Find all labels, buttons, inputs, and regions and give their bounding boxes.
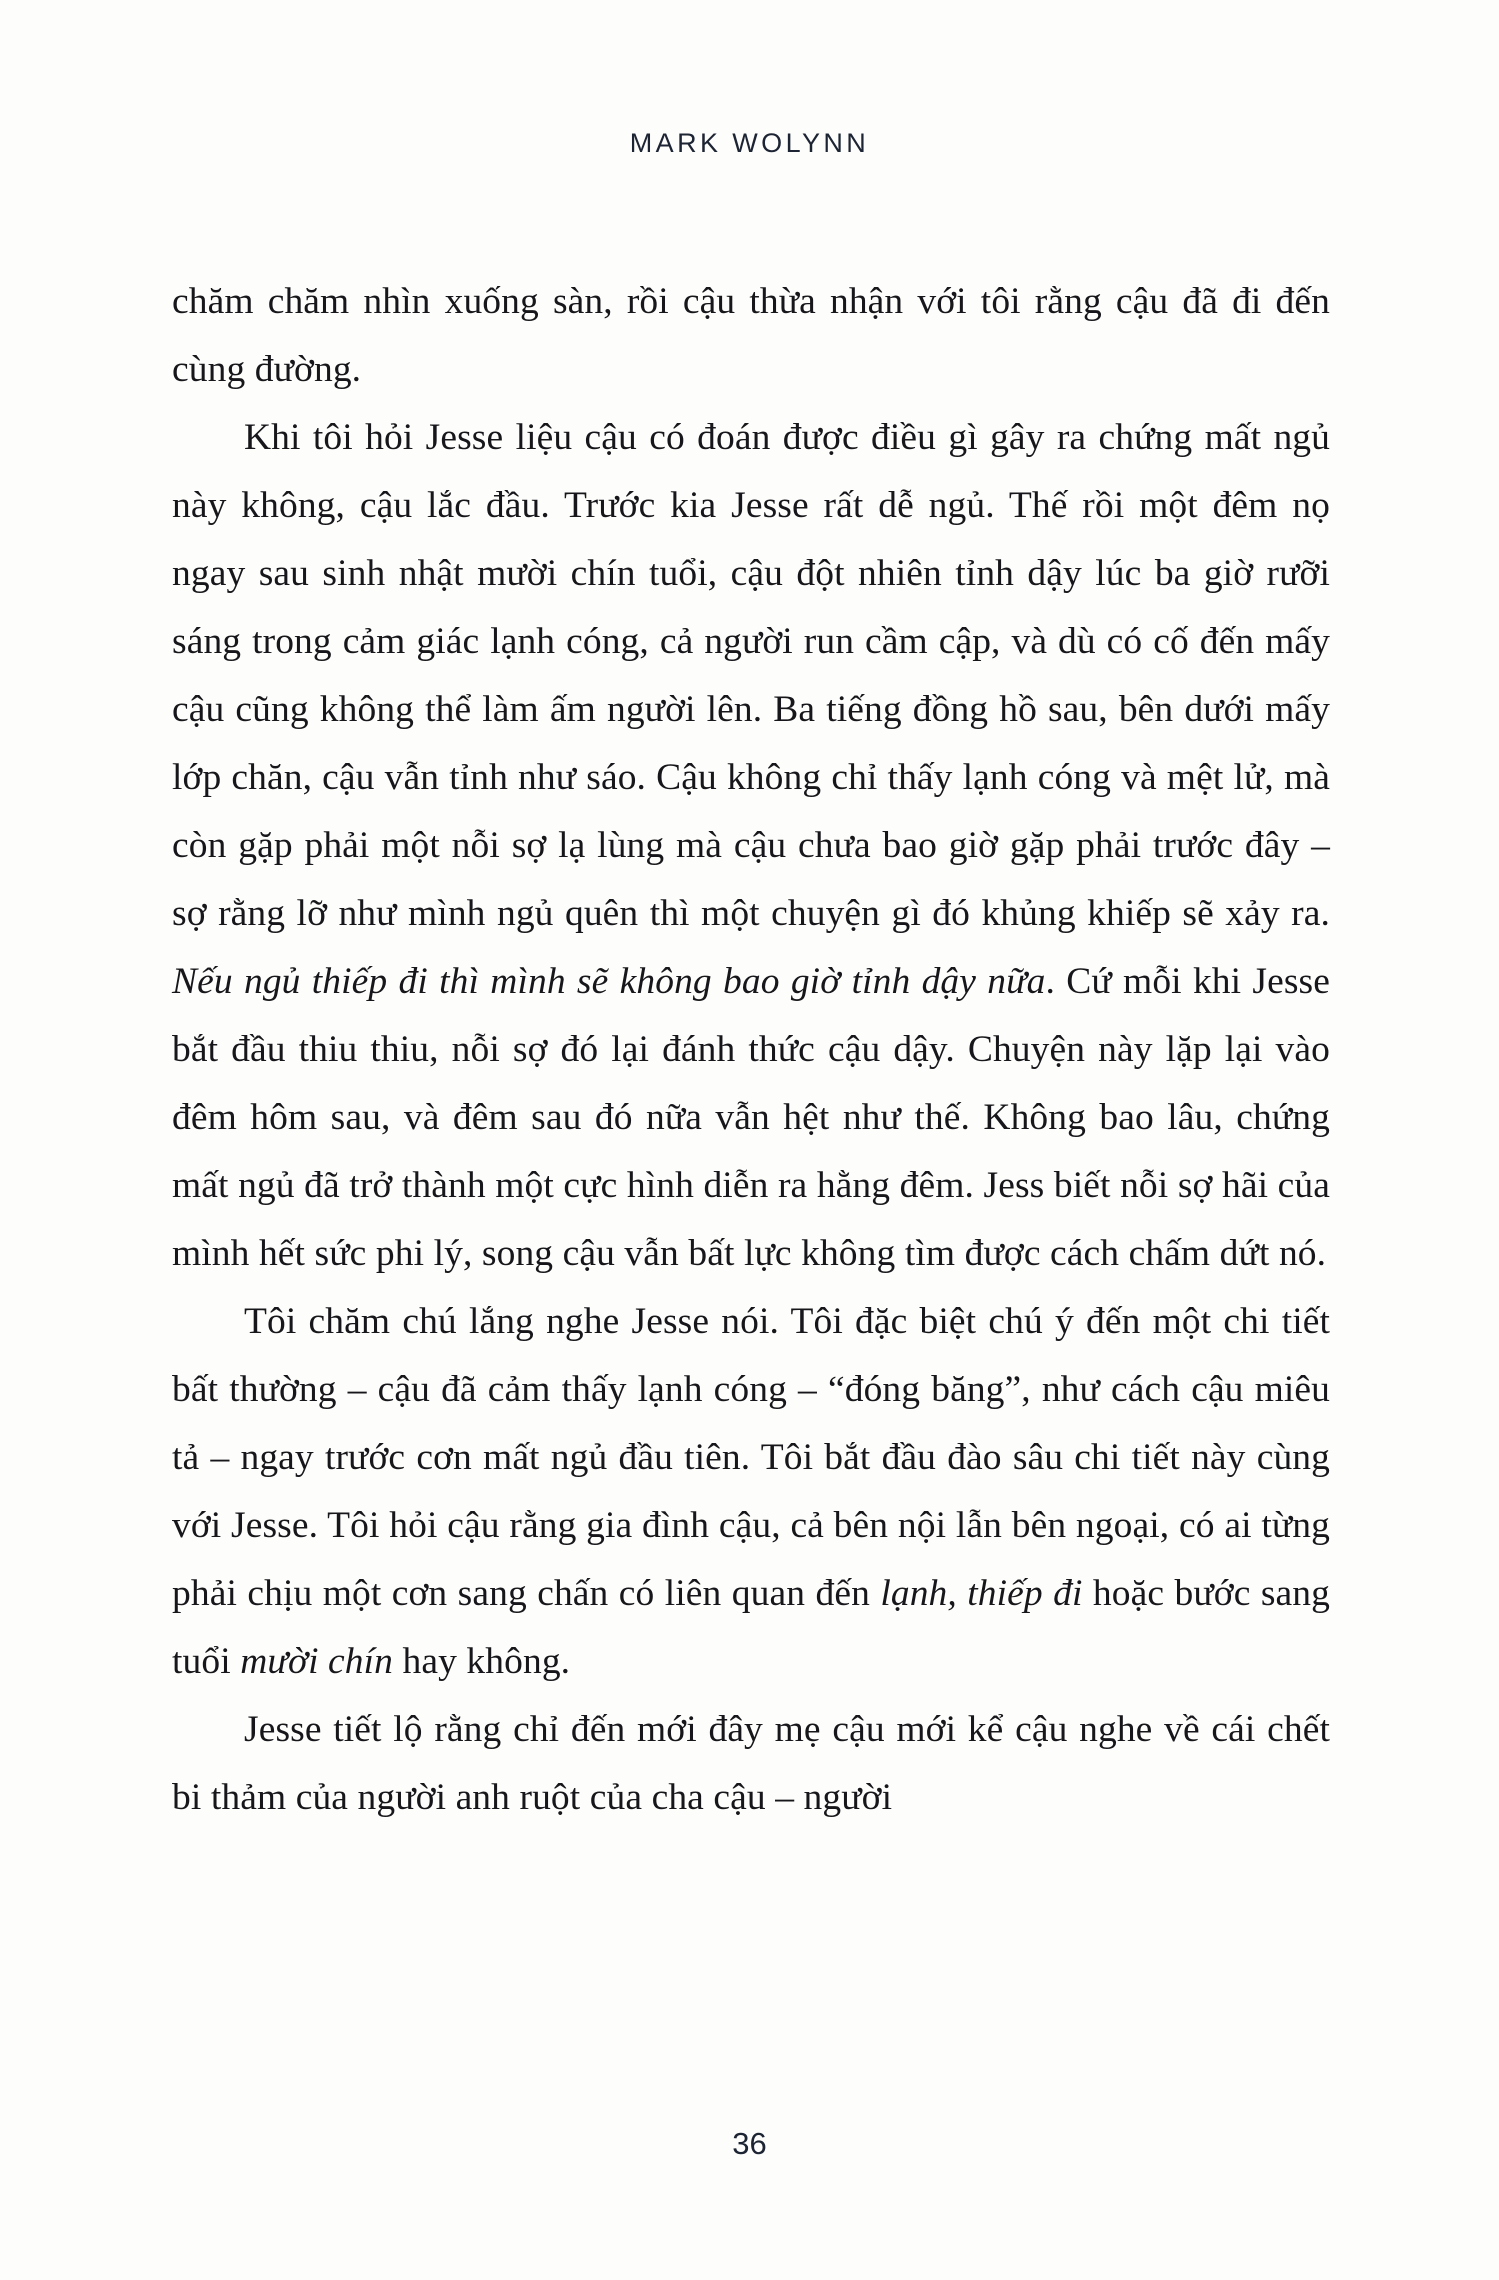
text-run: Khi tôi hỏi Jesse liệu cậu có đoán được điều gì gây ra chứng mất ngủ này không, cậu lắc đầu. Trước kia Jesse rất dễ ngủ. Thế rồi một đêm nọ ngay sau sinh nhật mười chín tuổi, cậu đột nhiên tỉnh dậy lúc ba giờ rưỡi sáng trong cảm giác lạnh cóng, cả người run cầm cập, và dù có cố đến mấy cậu cũng không thể làm ấm người lên. Ba tiếng đồng hồ sau, bên dưới mấy lớp chăn, cậu vẫn tỉnh như sáo. Cậu không chỉ thấy lạnh cóng và mệt lử, mà còn gặp phải một nỗi sợ lạ lùng mà cậu chưa bao giờ gặp phải trước đây – sợ rằng lỡ như mình ngủ quên thì một chuyện gì đó khủng khiếp sẽ xảy ra. [172,417,1330,934]
text-run: Jesse tiết lộ rằng chỉ đến mới đây mẹ cậu mới kể cậu nghe về cái chết bi thảm của người anh ruột của cha cậu – người [172,1709,1330,1818]
text-run: hoặc bước sang tuổi [172,1573,1330,1682]
paragraph [172,1288,1330,1696]
paragraph [172,404,1330,1288]
text-run: . Cứ mỗi khi Jesse bắt đầu thiu thiu, nỗi sợ đó lại đánh thức cậu dậy. Chuyện này lặp lại vào đêm hôm sau, và đêm sau đó nữa vẫn hệt như thế. Không bao lâu, chứng mất ngủ đã trở thành một cực hình diễn ra hằng đêm. Jess biết nỗi sợ hãi của mình hết sức phi lý, song cậu vẫn bất lực không tìm được cách chấm dứt nó. [172,961,1330,1274]
paragraph [172,268,1330,404]
paragraph [172,1696,1330,1832]
text-run: Tôi chăm chú lắng nghe Jesse nói. Tôi đặc biệt chú ý đến một chi tiết bất thường – cậu đã cảm thấy lạnh cóng – “đóng băng”, như cách cậu miêu tả – ngay trước cơn mất ngủ đầu tiên. Tôi bắt đầu đào sâu chi tiết này cùng với Jesse. Tôi hỏi cậu rằng gia đình cậu, cả bên nội lẫn bên ngoại, có ai từng phải chịu một cơn sang chấn có liên quan đến [172,1301,1330,1614]
text-run: chăm chăm nhìn xuống sàn, rồi cậu thừa nhận với tôi rằng cậu đã đi đến cùng đường. [172,281,1330,390]
italic-run: lạnh, thiếp đi [880,1573,1083,1614]
italic-run: mười chín [240,1641,394,1682]
italic-run: Nếu ngủ thiếp đi thì mình sẽ không bao giờ tỉnh dậy nữa [172,961,1046,1002]
body-text-block [172,268,1330,1832]
text-run: hay không. [393,1641,571,1682]
running-head: MARK WOLYNN [629,128,870,158]
page-number: 36 [732,2126,767,2161]
